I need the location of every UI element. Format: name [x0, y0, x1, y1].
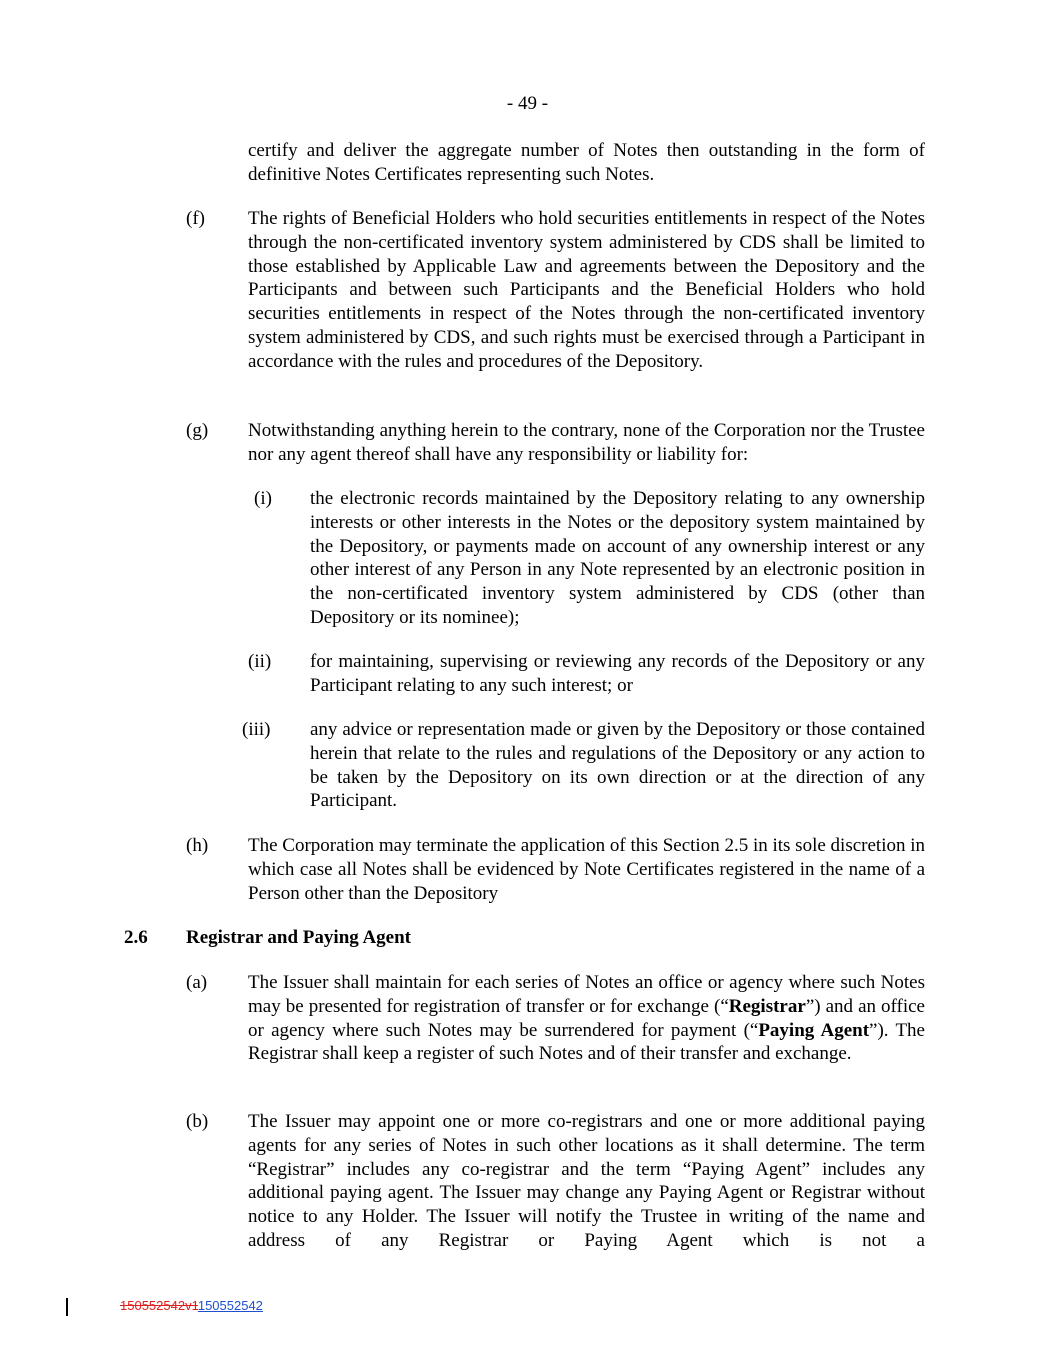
- clause-a-text-part-2: ”) and an office or agency where such Notes may be surrendered for payment (“: [248, 995, 925, 1041]
- clause-b-text: The Issuer may appoint one or more co-registrars and one or more additional paying agents for any series of Notes in such other locations as it shall determine. The term “Registrar” includes any co-registrar and the term “Paying Agent” includes any additional paying agent. The Issuer may change any Paying Agent or Registrar without notice to any Holder. The Issuer will notify the Trustee in writing of the name and address of any Registrar or Paying Agent which is not a: [248, 1111, 925, 1251]
- clause-f-label: (f): [186, 208, 205, 229]
- section-number: 2.6: [124, 927, 148, 948]
- clause-g-text: Notwithstanding anything herein to the contrary, none of the Corporation nor the Trustee nor any agent thereof shall have any responsibility or liability for:: [248, 420, 925, 465]
- continuation-paragraph: certify and deliver the aggregate number of Notes then outstanding in the form of definitive Notes Certificates representing such Notes.: [248, 140, 925, 185]
- page-number: - 49 -: [506, 93, 549, 114]
- subclause-ii-text: for maintaining, supervising or reviewing any records of the Depository or any Participant relating to any such interest; or: [310, 651, 925, 696]
- clause-a-label: (a): [186, 972, 208, 993]
- inserted-document-id: 150552542: [197, 1298, 263, 1313]
- clause-a-text-part-1: The Issuer shall maintain for each series of Notes an office or agency where such Notes may be presented for registration of transfer or for exchange (“: [248, 972, 925, 1017]
- clause-a-text-part-3: ”). The Registrar shall keep a register of such Notes and of their transfer and exchange.: [248, 1019, 925, 1065]
- change-bar: [66, 1298, 68, 1316]
- clause-g-label: (g): [186, 420, 209, 441]
- subclause-iii-label: (iii): [242, 719, 271, 740]
- clause-h-label: (h): [186, 835, 209, 856]
- subclause-iii-text: any advice or representation made or given by the Depository or those contained herein that relate to the rules and regulations of the Depository or any action to be taken by the Depository on its own direction or at the direction of any Participant.: [310, 719, 925, 812]
- section-title: Registrar and Paying Agent: [186, 927, 412, 948]
- defined-term-paying-agent: Paying Agent: [758, 1019, 870, 1041]
- document-id-footer: [120, 1298, 263, 1314]
- deleted-document-id: 150552542v1: [120, 1298, 198, 1313]
- subclause-i-label: (i): [254, 488, 272, 509]
- clause-a-text: [248, 971, 925, 1066]
- subclause-i-text: the electronic records maintained by the Depository relating to any ownership interests or other interests in the Notes or the depository system maintained by the Depository, or payments made on account of any ownership interest or any other interest of any Person in any Note represented by an electronic position in the non-certificated inventory system administered by CDS (other than Depository or its nominee);: [310, 488, 925, 628]
- subclause-ii-label: (ii): [248, 651, 272, 672]
- defined-term-registrar: Registrar: [728, 995, 806, 1017]
- clause-h-text: The Corporation may terminate the application of this Section 2.5 in its sole discretion in which case all Notes shall be evidenced by Note Certificates registered in the name of a Person other than the Depository: [248, 835, 925, 904]
- clause-b-label: (b): [186, 1111, 209, 1132]
- clause-f-text: The rights of Beneficial Holders who hold securities entitlements in respect of the Notes through the non-certificated inventory system administered by CDS shall be limited to those established by Applicable Law and agreements between the Depository and the Participants and between such Participants and the Beneficial Holders who hold securities entitlements in respect of the Notes through the non-certificated inventory system administered by CDS, and such rights must be exercised through a Participant in accordance with the rules and procedures of the Depository.: [248, 208, 925, 372]
